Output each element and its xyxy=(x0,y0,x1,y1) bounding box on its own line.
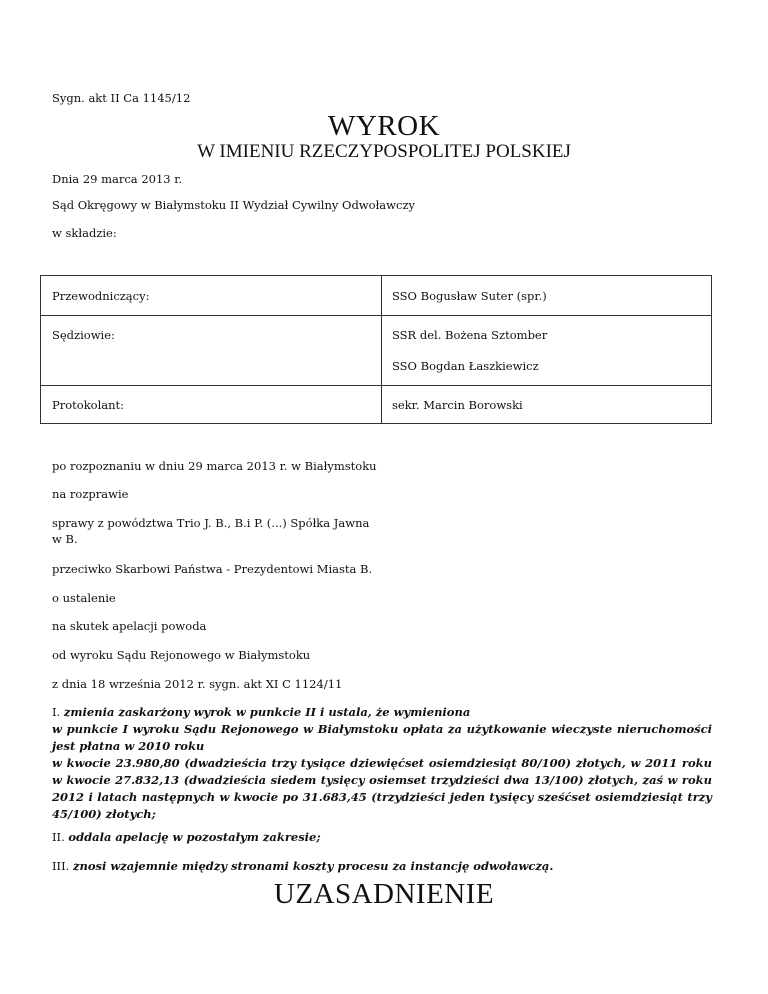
document-subtitle: W IMIENIU RZECZYPOSPOLITEJ POLSKIEJ xyxy=(197,141,571,162)
table-divider xyxy=(381,276,382,423)
judgment-date: Dnia 29 marca 2013 r. xyxy=(52,172,183,186)
row-label-judges: Sędziowie: xyxy=(52,328,115,342)
proceedings-line: od wyroku Sądu Rejonowego w Białymstoku xyxy=(52,648,311,662)
composition-label: w składzie: xyxy=(52,226,117,240)
decision-point-1 xyxy=(52,704,712,721)
decision-point-2 xyxy=(52,829,712,846)
table-divider xyxy=(41,315,711,316)
proceedings-line: o ustalenie xyxy=(52,591,116,605)
point-number: II. xyxy=(52,830,65,844)
point-text: oddala apelację w pozostałym zakresie; xyxy=(68,830,321,844)
proceedings-line: na rozprawie xyxy=(52,487,129,501)
court-name: Sąd Okręgowy w Białymstoku II Wydział Cywilny Odwoławczy xyxy=(52,198,416,212)
decision-point-1-amounts: w kwocie 23.980,80 (dwadzieścia trzy tysiące dziewięćset osiemdziesiąt 80/100) złotych, w 2011 roku w kwocie 27.832,13 (dwadzieścia siedem tysięcy osiemset trzydzieści dwa 13/100) złotych, zaś w roku 2012 i latach następnych w kwocie po 31.683,45 (trzydzieści jeden tysięcy sześćset osiemdziesiąt trzy 45/100) złotych; xyxy=(52,756,712,821)
row-label-chair: Przewodniczący: xyxy=(52,289,150,303)
table-divider xyxy=(41,385,711,386)
proceedings-line: w B. xyxy=(52,532,78,546)
point-text: zmienia zaskarżony wyrok w punkcie II i ustala, że wymieniona xyxy=(63,705,471,719)
document-title: WYROK xyxy=(327,110,441,142)
case-number: Sygn. akt II Ca 1145/12 xyxy=(52,91,191,105)
row-value-judge-2: SSO Bogdan Łaszkiewicz xyxy=(392,359,539,373)
row-value-chair: SSO Bogusław Suter (spr.) xyxy=(392,289,547,303)
point-text: znosi wzajemnie między stronami koszty procesu za instancję odwoławczą. xyxy=(72,859,554,873)
proceedings-line: na skutek apelacji powoda xyxy=(52,619,207,633)
justification-heading: UZASADNIENIE xyxy=(273,878,495,910)
proceedings-line: przeciwko Skarbowi Państwa - Prezydentowi Miasta B. xyxy=(52,562,373,576)
row-value-clerk: sekr. Marcin Borowski xyxy=(392,398,523,412)
point-number: III. xyxy=(52,859,70,873)
decision-point-3 xyxy=(52,858,712,875)
point-number: I. xyxy=(52,705,61,719)
panel-table xyxy=(40,275,712,424)
proceedings-line: po rozpoznaniu w dniu 29 marca 2013 r. w Białymstoku xyxy=(52,459,377,473)
proceedings-line: z dnia 18 września 2012 r. sygn. akt XI C 1124/11 xyxy=(52,677,343,691)
proceedings-line: sprawy z powództwa Trio J. B., B.i P. (...) Spółka Jawna xyxy=(52,516,370,530)
row-value-judge-1: SSR del. Bożena Sztomber xyxy=(392,328,548,342)
row-label-clerk: Protokolant: xyxy=(52,398,125,412)
decision-point-1-cont: w punkcie I wyroku Sądu Rejonowego w Białymstoku opłata za użytkowanie wieczyste nieruchomości jest płatna w 2010 roku xyxy=(52,722,712,753)
